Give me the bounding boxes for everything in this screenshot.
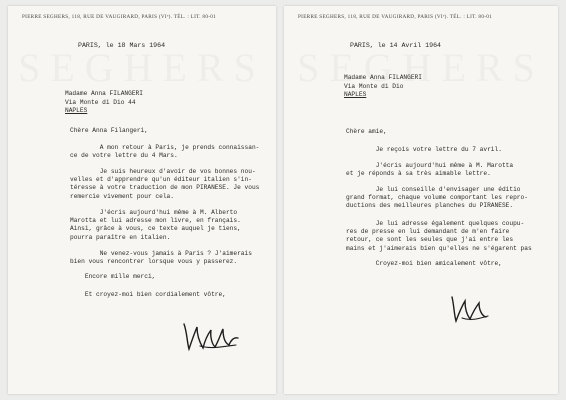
closing: Croyez-moi bien amicalement vôtre,: [346, 260, 502, 267]
paragraph-2: J'écris aujourd'hui même à M. Marotta et je réponds à sa très aimable lettre.: [346, 162, 514, 178]
addressee-name: Madame Anna FILANGERI: [344, 74, 422, 81]
salutation: Chère Anna Filangeri,: [70, 127, 148, 134]
letterhead: PIERRE SEGHERS, 118, RUE DE VAUGIRARD, PARIS (VIᵉ). TÉL. : LIT. 80-01: [298, 14, 493, 20]
signature: [446, 291, 494, 327]
signature: [180, 316, 242, 354]
letter-page-1: [8, 6, 276, 394]
letter-date: PARIS, le 14 Avril 1964: [350, 42, 442, 49]
salutation: Chère amie,: [346, 128, 387, 135]
paragraph-3: J'écris aujourd'hui même à M. Alberto Marotta et lui adresse mon livre, en français. Ainsi, grâce à vous, ce texte auquel je tiens, pourra paraître en italien.: [70, 209, 241, 241]
addressee-city: NAPLES: [344, 91, 367, 98]
paragraph-5: Encore mille merci,: [70, 273, 156, 280]
watermark: [284, 44, 558, 91]
paragraph-2: Je suis heureux d'avoir de vos bonnes nou- velles et d'apprendre qu'un éditeur italien s'in- téresse à votre traduction de mon PIRANESE. Je vous remercie vivement pour cela.: [70, 168, 260, 200]
paragraph-1: A mon retour à Paris, je prends connaissan- ce de votre lettre du 4 Mars.: [70, 144, 260, 160]
paragraph-3: Je lui conseille d'envisager une éditio grand format, chaque volume comportant les repro- ductions des meilleures planches du PIRANESE.: [346, 186, 528, 210]
letter-date: PARIS, le 18 Mars 1964: [78, 42, 166, 49]
addressee-street: Via Monte di Dio: [344, 82, 404, 90]
paragraph-1: Je reçois votre lettre du 7 avril.: [346, 146, 502, 153]
watermark: [8, 44, 276, 91]
paragraph-4: Ne venez-vous jamais à Paris ? J'aimerais bien vous rencontrer lorsque vous y passerez.: [70, 250, 252, 266]
letter-page-2: [284, 6, 558, 394]
paragraph-4: Je lui adresse également quelques coupu- res de presse en lui demandant de m'en faire retour, ce sont les seules que j'ai entre les mains et j'aimerais bien qu'elles ne s'égarent pas: [346, 220, 532, 252]
addressee-city: NAPLES: [65, 107, 88, 114]
closing: Et croyez-moi bien cordialement vôtre,: [70, 291, 226, 298]
addressee-street: Via Monte di Dio 44: [65, 98, 136, 106]
letterhead: PIERRE SEGHERS, 118, RUE DE VAUGIRARD, PARIS (VIᵉ). TÉL. : LIT. 80-01: [22, 14, 217, 20]
addressee-name: Madame Anna FILANGERI: [65, 90, 143, 97]
